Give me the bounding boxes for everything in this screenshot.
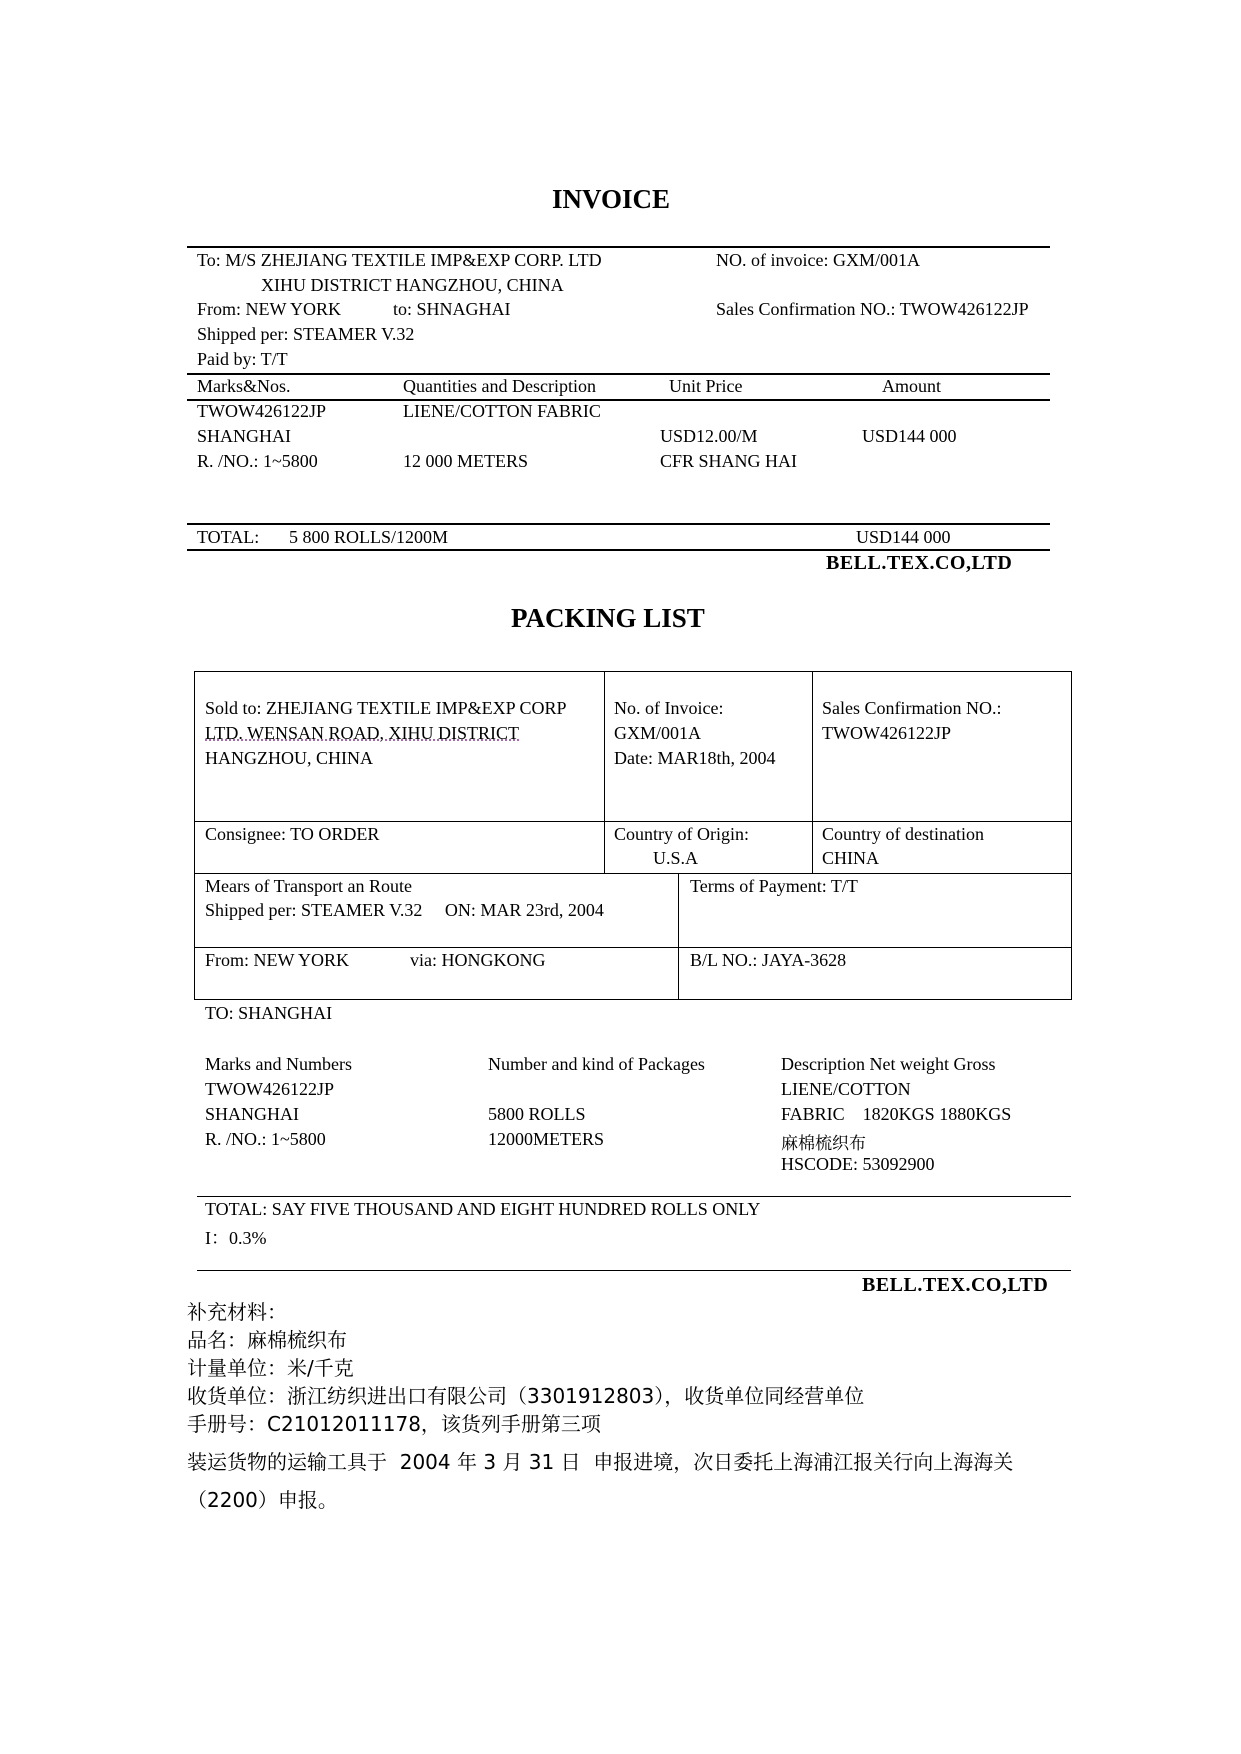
packing-from: From: NEW YORK <box>205 950 349 970</box>
supplement-consignee: 收货单位：浙江纺织进出口有限公司（3301912803），收货单位同经营单位 <box>187 1384 865 1408</box>
supplement-declaration: 装运货物的运输工具于 2004 年 3 月 31 日 申报进境，次日委托上海浦江报关行向上海海关 <box>187 1450 1014 1474</box>
invoice-total-label: TOTAL: <box>197 527 260 547</box>
transport-details: Shipped per: STEAMER V.32 ON: MAR 23rd, 2004 <box>205 900 604 920</box>
invoice-sales-confirmation: Sales Confirmation NO.: TWOW426122JP <box>716 299 1029 319</box>
table-rule <box>194 821 1072 822</box>
invoice-shipped-per: Shipped per: STEAMER V.32 <box>197 324 415 344</box>
table-rule <box>604 671 605 873</box>
invoice-price-terms: CFR SHANG HAI <box>660 451 798 471</box>
packing-sales-confirmation-number: TWOW426122JP <box>822 723 951 743</box>
invoice-mark: SHANGHAI <box>197 426 291 446</box>
packing-invoice-date: Date: MAR18th, 2004 <box>614 748 776 768</box>
packing-description-chinese: 麻棉梳织布 <box>781 1134 866 1154</box>
consignee: Consignee: TO ORDER <box>205 824 380 844</box>
packing-weights: FABRIC 1820KGS 1880KGS <box>781 1104 1012 1124</box>
divider <box>187 246 1050 248</box>
invoice-mark: R. /NO.: 1~5800 <box>197 451 318 471</box>
col-header-marks-numbers: Marks and Numbers <box>205 1054 352 1074</box>
invoice-number: NO. of invoice: GXM/001A <box>716 250 920 270</box>
invoice-amount: USD144 000 <box>862 426 957 446</box>
divider <box>187 373 1050 375</box>
packing-to: TO: SHANGHAI <box>205 1003 333 1023</box>
invoice-title: INVOICE <box>552 184 670 214</box>
invoice-to: To: M/S ZHEJIANG TEXTILE IMP&EXP CORP. LTD <box>197 250 602 270</box>
packing-sales-confirmation-label: Sales Confirmation NO.: <box>822 698 1002 718</box>
packing-total: TOTAL: SAY FIVE THOUSAND AND EIGHT HUNDRED ROLLS ONLY <box>205 1199 761 1219</box>
invoice-to-address: XIHU DISTRICT HANGZHOU, CHINA <box>261 275 564 295</box>
divider <box>197 1196 1071 1197</box>
divider <box>197 1270 1071 1271</box>
invoice-unit-price: USD12.00/M <box>660 426 758 446</box>
divider <box>187 523 1050 525</box>
invoice-total-amount: USD144 000 <box>856 527 951 547</box>
packing-ratio: I：0.3% <box>205 1228 267 1248</box>
country-of-origin: U.S.A <box>653 848 699 868</box>
invoice-from: From: NEW YORK <box>197 299 341 319</box>
supplement-unit: 计量单位：米/千克 <box>187 1356 354 1380</box>
table-rule <box>678 873 679 1000</box>
country-of-origin-label: Country of Origin: <box>614 824 749 844</box>
invoice-total-quantity: 5 800 ROLLS/1200M <box>289 527 449 547</box>
terms-of-payment: Terms of Payment: T/T <box>690 876 858 896</box>
packing-mark: SHANGHAI <box>205 1104 299 1124</box>
hs-code: HSCODE: 53092900 <box>781 1154 935 1174</box>
packing-via: via: HONGKONG <box>410 950 546 970</box>
invoice-description: LIENE/COTTON FABRIC <box>403 401 601 421</box>
packing-invoice-label: No. of Invoice: <box>614 698 724 718</box>
supplement-product-name: 品名：麻棉梳织布 <box>187 1328 347 1352</box>
invoice-to-port: to: SHNAGHAI <box>393 299 511 319</box>
country-of-destination: CHINA <box>822 848 879 868</box>
invoice-paid-by: Paid by: T/T <box>197 349 288 369</box>
col-header-packages: Number and kind of Packages <box>488 1054 705 1074</box>
transport-label: Mears of Transport an Route <box>205 876 412 896</box>
packing-list-title: PACKING LIST <box>511 603 705 633</box>
sold-to-city: HANGZHOU, CHINA <box>205 748 373 768</box>
packing-company: BELL.TEX.CO,LTD <box>862 1274 1049 1296</box>
col-header-amount: Amount <box>882 376 942 396</box>
divider <box>187 549 1050 551</box>
packing-packages: 12000METERS <box>488 1129 605 1149</box>
col-header-marks: Marks&Nos. <box>197 376 291 396</box>
col-header-description: Description Net weight Gross <box>781 1054 996 1074</box>
col-header-unit-price: Unit Price <box>669 376 743 396</box>
packing-packages: 5800 ROLLS <box>488 1104 586 1124</box>
table-rule <box>194 873 1072 874</box>
supplement-manual-number: 手册号：C21012011178，该货列手册第三项 <box>187 1412 601 1436</box>
sold-to: Sold to: ZHEJIANG TEXTILE IMP&EXP CORP <box>205 698 567 718</box>
invoice-mark: TWOW426122JP <box>197 401 326 421</box>
packing-mark: R. /NO.: 1~5800 <box>205 1129 326 1149</box>
col-header-quantities: Quantities and Description <box>403 376 596 396</box>
bill-of-lading-number: B/L NO.: JAYA-3628 <box>690 950 847 970</box>
invoice-quantity: 12 000 METERS <box>403 451 529 471</box>
packing-mark: TWOW426122JP <box>205 1079 334 1099</box>
invoice-company: BELL.TEX.CO,LTD <box>826 552 1013 574</box>
table-rule <box>194 947 1072 948</box>
table-rule <box>812 671 813 873</box>
packing-invoice-number: GXM/001A <box>614 723 702 743</box>
country-of-destination-label: Country of destination <box>822 824 984 844</box>
packing-description: LIENE/COTTON <box>781 1079 911 1099</box>
sold-to-address: LTD. WENSAN ROAD, XIHU DISTRICT <box>205 723 519 743</box>
supplement-heading: 补充材料： <box>187 1300 287 1324</box>
supplement-declaration-end: （2200）申报。 <box>187 1488 338 1512</box>
